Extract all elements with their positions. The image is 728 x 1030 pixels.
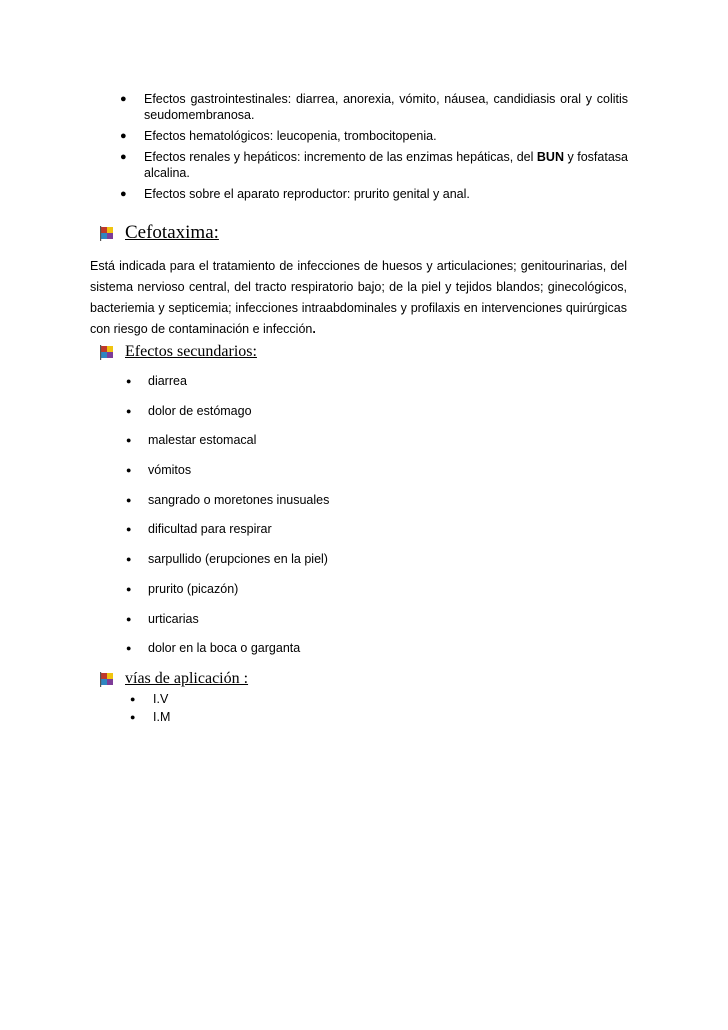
list-item: ● dificultad para respirar (122, 521, 329, 551)
list-item: ● vómitos (122, 462, 329, 492)
list-item: ● I.V (128, 690, 170, 708)
flag-bullet-icon (100, 672, 115, 687)
section-title: vías de aplicación : (125, 670, 249, 687)
list-item: ● Efectos hematológicos: leucopenia, trombocitopenia. (118, 128, 628, 144)
routes-heading (100, 670, 248, 688)
side-effects-heading (100, 343, 257, 361)
list-item: ● dolor en la boca o garganta (122, 640, 329, 670)
cefotaxima-heading (100, 222, 219, 244)
list-item: ● malestar estomacal (122, 432, 329, 462)
cefotaxima-description: Está indicada para el tratamiento de infecciones de huesos y articulaciones; genitourinarias, del sistema nervioso central, del tracto respiratorio bajo; de la piel y tejidos blandos; ginecológicos, bacteriemia y septicemia; infecciones intraabdominales y profilaxis en intervenciones quirúrgicas con riesgo de contaminación e infección. (90, 259, 627, 336)
adverse-effects-list (118, 91, 628, 207)
list-item: ● urticarias (122, 611, 329, 641)
section-title: Cefotaxima: (125, 222, 219, 243)
section-title: Efectos secundarios: (125, 343, 257, 360)
list-item: ● sarpullido (erupciones en la piel) (122, 551, 329, 581)
list-item: ● dolor de estómago (122, 403, 329, 433)
list-item: ● diarrea (122, 373, 329, 403)
side-effects-list (122, 373, 329, 670)
routes-list (128, 690, 170, 726)
flag-bullet-icon (100, 226, 115, 241)
list-item: ● Efectos gastrointestinales: diarrea, anorexia, vómito, náusea, candidiasis oral y colitis seudomembranosa. (118, 91, 628, 123)
list-item: ● Efectos renales y hepáticos: incremento de las enzimas hepáticas, del BUN y fosfatasa alcalina. (118, 149, 628, 181)
bun-term: BUN (536, 150, 564, 164)
list-item: ● sangrado o moretones inusuales (122, 492, 329, 522)
list-item: ● I.M (128, 708, 170, 726)
list-item: ● Efectos sobre el aparato reproductor: prurito genital y anal. (118, 186, 628, 202)
list-item: ● prurito (picazón) (122, 581, 329, 611)
flag-bullet-icon (100, 345, 115, 360)
